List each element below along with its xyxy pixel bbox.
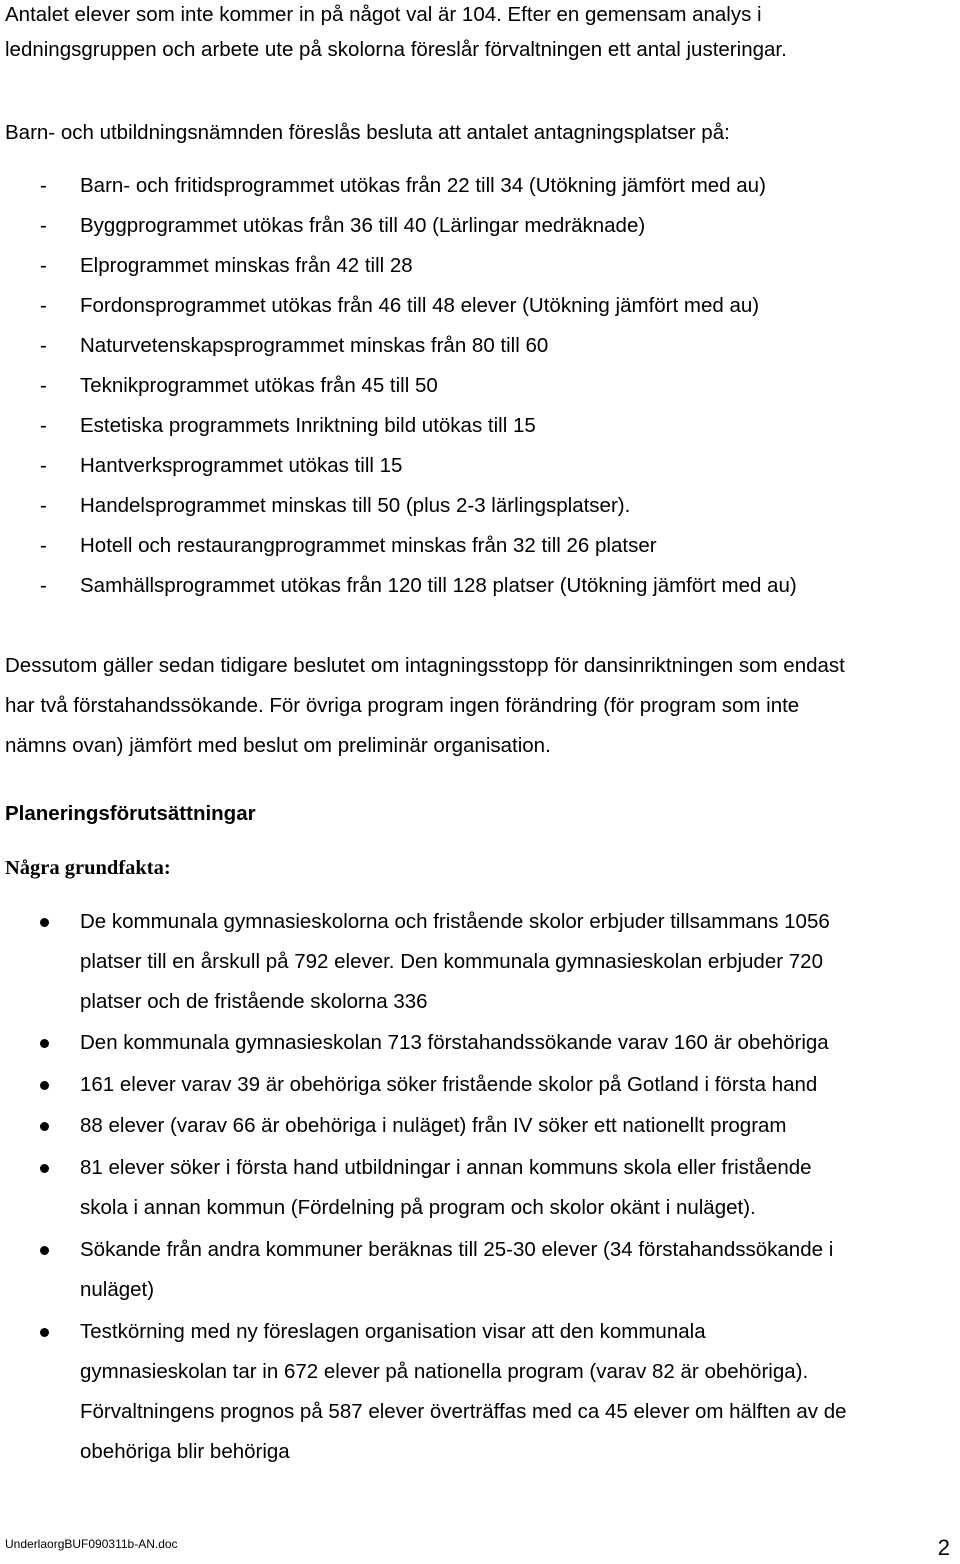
list-item-continued: skola i annan kommun (Fördelning på program och skolor okänt i nuläget). xyxy=(80,1196,756,1219)
list-item-continued: gymnasieskolan tar in 672 elever på nationella program (varav 82 är obehöriga). xyxy=(80,1360,809,1383)
intro-line-1: Antalet elever som inte kommer in på något val är 104. Efter en gemensam analys i xyxy=(5,3,762,26)
list-dash: - xyxy=(40,414,47,437)
list-item: Den kommunala gymnasieskolan 713 förstahandssökande varav 160 är obehöriga xyxy=(80,1031,829,1054)
footer-filename: UnderlaorgBUF090311b-AN.doc xyxy=(5,1537,178,1551)
list-dash: - xyxy=(40,214,47,237)
list-item: Sökande från andra kommuner beräknas till 25-30 elever (34 förstahandssökande i xyxy=(80,1238,834,1261)
bullet-icon xyxy=(40,1328,49,1337)
list-item-continued: platser till en årskull på 792 elever. Den kommunala gymnasieskolan erbjuder 720 xyxy=(80,950,823,973)
list-item: Fordonsprogrammet utökas från 46 till 48 elever (Utökning jämfört med au) xyxy=(80,294,760,317)
list-item: 88 elever (varav 66 är obehöriga i nuläget) från IV söker ett nationellt program xyxy=(80,1114,787,1137)
list-item: Testkörning med ny föreslagen organisation visar att den kommunala xyxy=(80,1320,706,1343)
bullet-icon xyxy=(40,1081,49,1090)
list-item: Naturvetenskapsprogrammet minskas från 80 till 60 xyxy=(80,334,549,357)
proposal-lead: Barn- och utbildningsnämnden föreslås besluta att antalet antagningsplatser på: xyxy=(5,121,730,144)
list-item-continued: obehöriga blir behöriga xyxy=(80,1440,290,1463)
list-item: 81 elever söker i första hand utbildningar i annan kommuns skola eller fristående xyxy=(80,1156,812,1179)
bullet-icon xyxy=(40,1164,49,1173)
bullet-icon xyxy=(40,1246,49,1255)
section-heading: Planeringsförutsättningar xyxy=(5,802,256,825)
list-item: Samhällsprogrammet utökas från 120 till 128 platser (Utökning jämfört med au) xyxy=(80,574,797,597)
note-line-1: Dessutom gäller sedan tidigare beslutet om intagningsstopp för dansinriktningen som endast xyxy=(5,654,845,677)
list-dash: - xyxy=(40,534,47,557)
list-item: Handelsprogrammet minskas till 50 (plus 2-3 lärlingsplatser). xyxy=(80,494,631,517)
list-item: Estetiska programmets Inriktning bild utökas till 15 xyxy=(80,414,536,437)
list-dash: - xyxy=(40,454,47,477)
note-line-3: nämns ovan) jämfört med beslut om preliminär organisation. xyxy=(5,734,551,757)
list-item: 161 elever varav 39 är obehöriga söker fristående skolor på Gotland i första hand xyxy=(80,1073,818,1096)
note-line-2: har två förstahandssökande. För övriga program ingen förändring (för program som inte xyxy=(5,694,800,717)
page-number: 2 xyxy=(937,1535,950,1560)
list-dash: - xyxy=(40,334,47,357)
intro-line-2: ledningsgruppen och arbete ute på skolorna föreslår förvaltningen ett antal justeringar. xyxy=(5,38,787,61)
list-item: Byggprogrammet utökas från 36 till 40 (Lärlingar medräknade) xyxy=(80,214,646,237)
list-item: Elprogrammet minskas från 42 till 28 xyxy=(80,254,413,277)
list-dash: - xyxy=(40,494,47,517)
list-item: De kommunala gymnasieskolorna och fristående skolor erbjuder tillsammans 1056 xyxy=(80,910,830,933)
list-item-continued: nuläget) xyxy=(80,1278,155,1301)
list-item: Hotell och restaurangprogrammet minskas från 32 till 26 platser xyxy=(80,534,657,557)
list-item: Barn- och fritidsprogrammet utökas från 22 till 34 (Utökning jämfört med au) xyxy=(80,174,766,197)
bullet-icon xyxy=(40,1039,49,1048)
subsection-heading: Några grundfakta: xyxy=(5,857,171,879)
list-dash: - xyxy=(40,574,47,597)
bullet-icon xyxy=(40,1122,49,1131)
list-dash: - xyxy=(40,254,47,277)
list-item: Hantverksprogrammet utökas till 15 xyxy=(80,454,403,477)
list-item-continued: Förvaltningens prognos på 587 elever överträffas med ca 45 elever om hälften av de xyxy=(80,1400,847,1423)
list-dash: - xyxy=(40,294,47,317)
bullet-icon xyxy=(40,918,49,927)
list-dash: - xyxy=(40,174,47,197)
list-item-continued: platser och de fristående skolorna 336 xyxy=(80,990,428,1013)
list-dash: - xyxy=(40,374,47,397)
list-item: Teknikprogrammet utökas från 45 till 50 xyxy=(80,374,438,397)
